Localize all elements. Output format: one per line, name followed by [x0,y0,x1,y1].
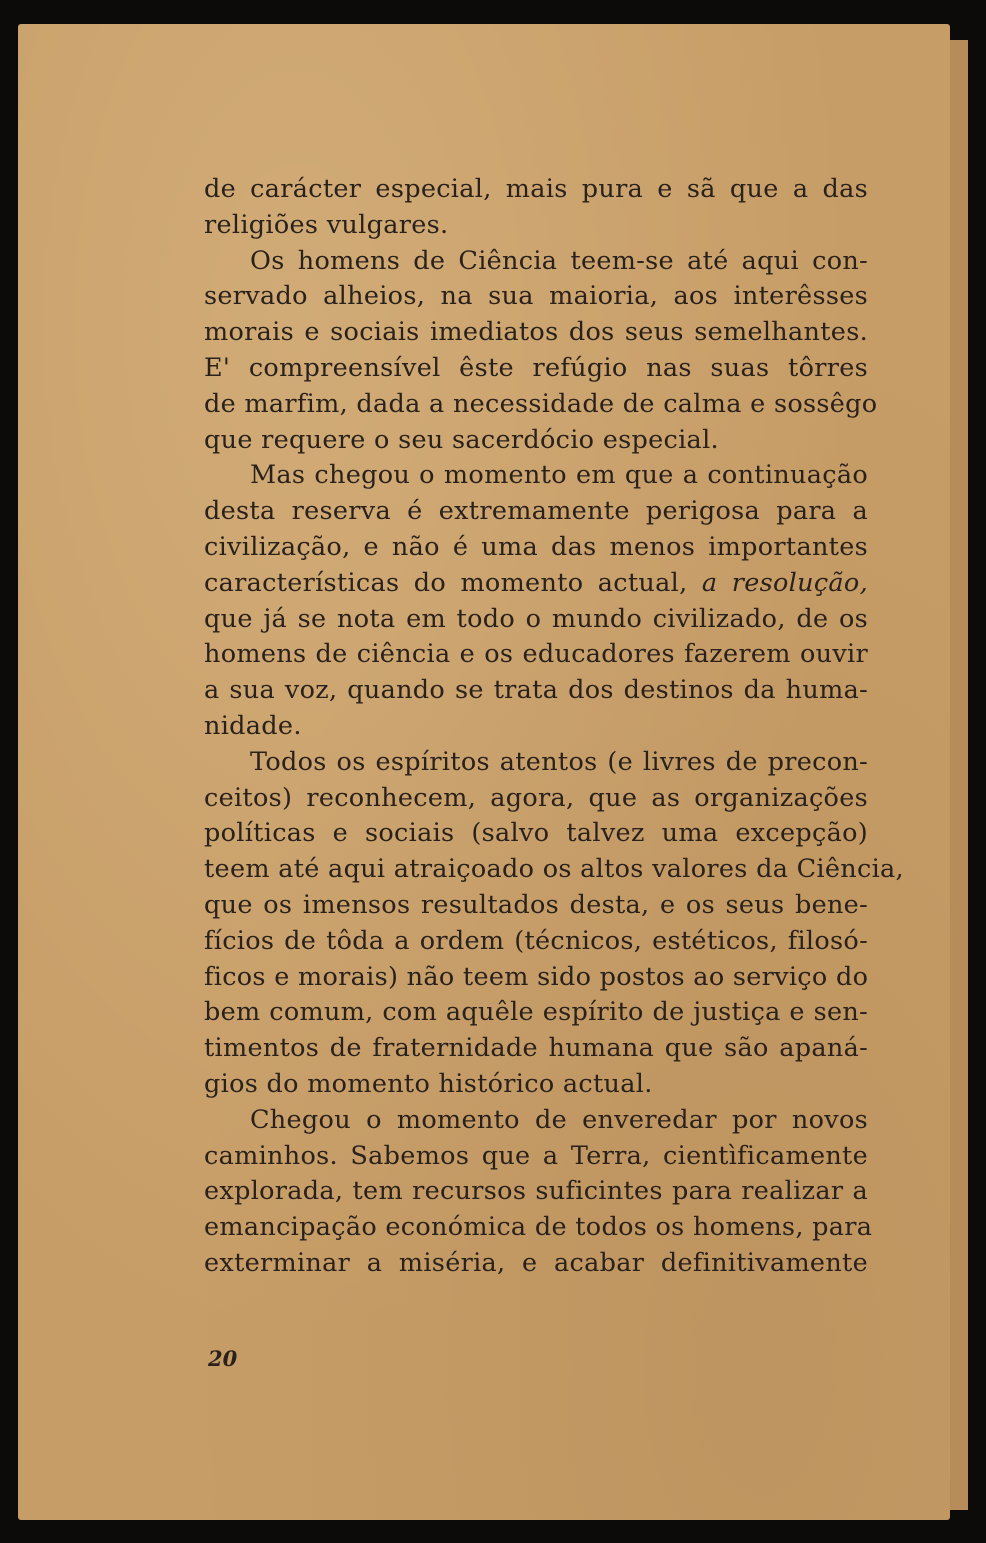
text-line: de carácter especial, mais pura e sã que a das [204,174,868,204]
body-text [204,172,904,1282]
text-line: de marfim, dada a necessidade de calma e sossêgo [204,388,878,419]
text-line: nidade. [204,710,302,741]
text-line: homens de ciência e os educadores fazerem ouvir [204,639,868,670]
text-line: ficos e morais) não teem sido postos ao serviço do [204,961,869,992]
paragraph-start-line: Mas chegou o momento em que a continuação [250,460,868,491]
text-line: servado alheios, na sua maioria, aos interêsses [204,281,868,312]
text-line: a sua voz, quando se trata dos destinos da huma- [204,675,868,706]
text-line: E' compreensível êste refúgio nas suas tôrres [204,352,868,383]
adjacent-page-edge [948,40,968,1510]
text-line: caminhos. Sabemos que a Terra, cientìficamente [204,1140,868,1171]
text-line: explorada, tem recursos suficintes para realizar a [204,1176,868,1207]
text-line: desta reserva é extremamente perigosa para a [204,496,868,527]
text-line: religiões vulgares. [204,209,449,240]
text-line: que requere o seu sacerdócio especial. [204,424,719,455]
paragraph-start-line: Todos os espíritos atentos (e livres de precon- [250,746,868,777]
paragraph-start-line: Os homens de Ciência teem-se até aqui con- [250,245,868,276]
text-line: timentos de fraternidade humana que são apaná- [204,1033,868,1064]
text-line: bem comum, com aquêle espírito de justiça e sen- [204,997,868,1028]
text-line: exterminar a miséria, e acabar definitivamente [204,1247,868,1278]
text-line: gios do momento histórico actual. [204,1068,653,1099]
text-line-with-italic [204,566,868,602]
text-segment: características do momento actual, [204,567,702,598]
text-line: emancipação económica de todos os homens, para [204,1212,873,1243]
paragraph-start-line: Chegou o momento de enveredar por novos [250,1104,868,1135]
text-line: que os imensos resultados desta, e os seus bene- [204,889,868,920]
text-line: civilização, e não é uma das menos importantes [204,531,868,562]
text-line: políticas e sociais (salvo talvez uma excepção) [204,818,868,849]
text-line: ceitos) reconhecem, agora, que as organizações [204,782,868,813]
text-line: que já se nota em todo o mundo civilizado, de os [204,603,868,634]
text-line: fícios de tôda a ordem (técnicos, estéticos, filosó- [204,925,868,956]
text-line: morais e sociais imediatos dos seus semelhantes. [204,317,868,348]
italic-text: a resolução, [701,567,868,598]
page-number: 20 [208,1346,238,1371]
text-line: teem até aqui atraiçoado os altos valores da Ciência, [204,854,904,885]
